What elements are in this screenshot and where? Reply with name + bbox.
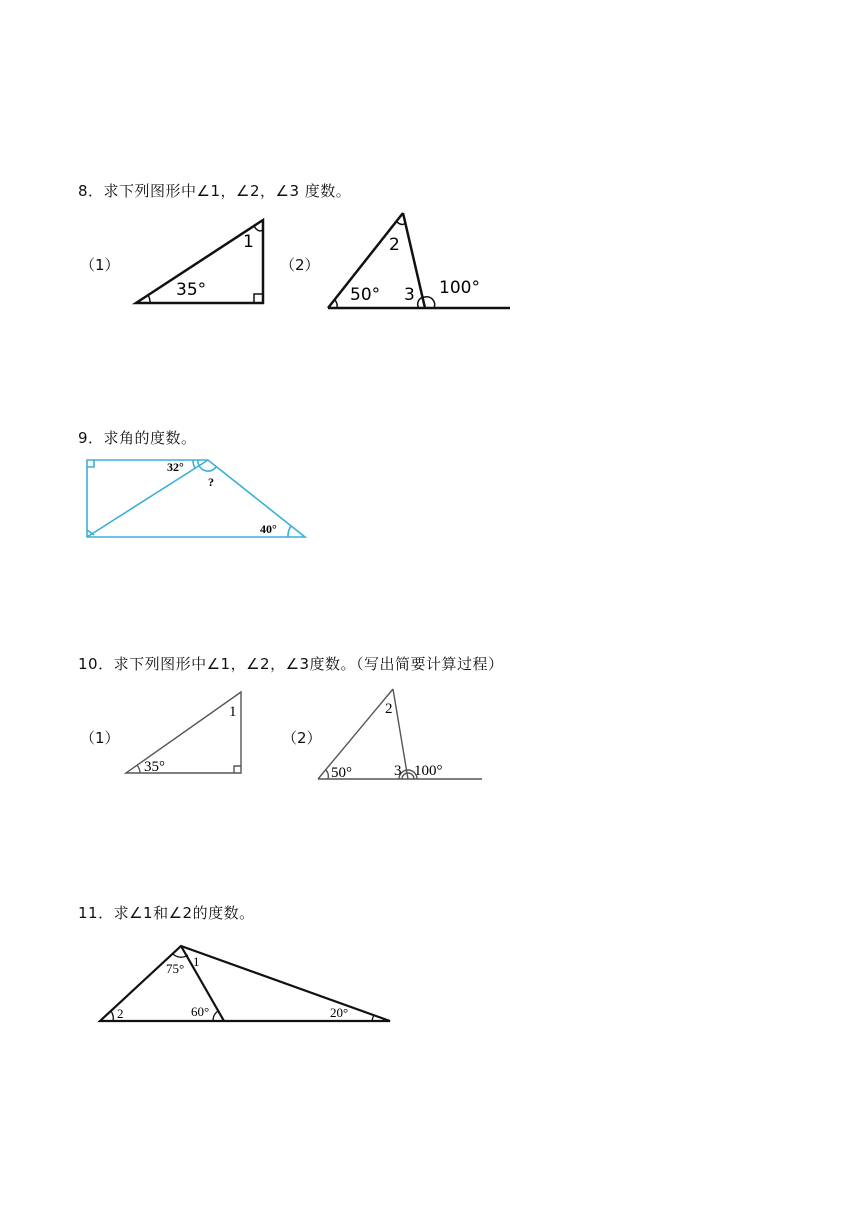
question-10-part-2-label: （2） [282,729,322,747]
q10-fig1-marker-1: 1 [229,704,237,720]
q8-fig1-marker-1: 1 [243,232,254,252]
q8-fig2-left-angle: 50° [350,285,381,305]
q10-fig2-marker-3: 3 [394,763,402,779]
question-10-part-1-label: （1） [80,729,120,747]
question-8-part-1-label: （1） [80,256,120,274]
q9-bottom-angle: 40° [260,522,277,536]
question-8-prompt: 8．求下列图形中∠1，∠2，∠3 度数。 [78,182,352,200]
q9-top-angle: 32° [167,460,184,474]
q10-fig2-marker-2: 2 [385,701,393,717]
q10-fig2-left-angle: 50° [331,765,352,781]
q11-right-angle: 20° [330,1005,349,1020]
question-9-prompt: 9．求角的度数。 [78,429,197,447]
question-10-prompt: 10．求下列图形中∠1，∠2，∠3度数。（写出简要计算过程） [78,655,504,673]
q10-fig2-ext-angle: 100° [414,763,443,779]
question-8-part-2-label: （2） [280,256,320,274]
q11-mid-angle: 60° [191,1004,210,1019]
question-11-prompt: 11．求∠1和∠2的度数。 [78,904,255,922]
q11-top-angle: 75° [166,961,185,976]
q11-marker-2: 2 [117,1006,124,1021]
q8-fig2-ext-angle: 100° [439,278,480,298]
q8-fig1-angle-label: 35° [176,280,207,300]
q11-marker-1: 1 [193,954,200,969]
q8-fig2-marker-2: 2 [389,235,400,255]
q10-fig1-angle-label: 35° [144,759,165,775]
q9-unknown-angle: ? [208,475,214,489]
q8-fig2-marker-3: 3 [404,285,415,305]
